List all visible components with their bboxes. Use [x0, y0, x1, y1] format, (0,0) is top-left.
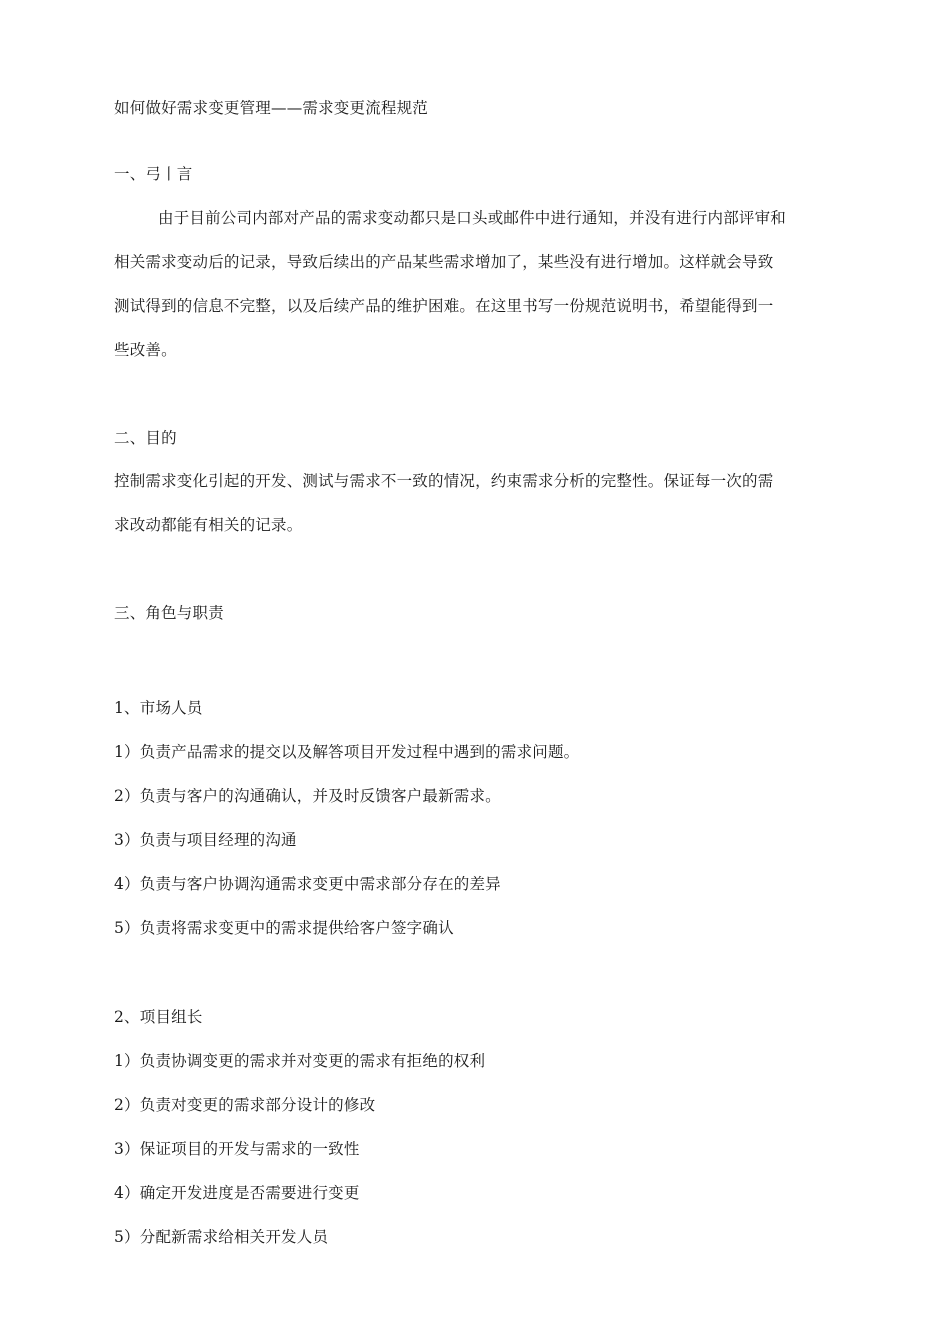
role-duty-item: 4）负责与客户协调沟通需求变更中需求部分存在的差异: [114, 875, 501, 893]
section-1-paragraph-line: 相关需求变动后的记录，导致后续出的产品某些需求增加了，某些没有进行增加。这样就会导致: [114, 253, 774, 271]
section-3-heading: 三、角色与职责: [114, 604, 224, 622]
role-duty-item: 1）负责产品需求的提交以及解答项目开发过程中遇到的需求问题。: [114, 743, 580, 761]
section-1-heading: 一、弓丨言: [114, 165, 193, 183]
role-title-market: 1、市场人员: [114, 699, 203, 717]
role-duty-item: 2）负责对变更的需求部分设计的修改: [114, 1096, 376, 1114]
section-1-paragraph-line: 些改善。: [114, 341, 177, 359]
section-2-heading: 二、目的: [114, 429, 177, 447]
role-title-project-lead: 2、项目组长: [114, 1008, 203, 1026]
document-title: 如何做好需求变更管理——需求变更流程规范: [114, 99, 429, 117]
role-duty-item: 3）保证项目的开发与需求的一致性: [114, 1140, 360, 1158]
section-1-paragraph-line: 由于目前公司内部对产品的需求变动都只是口头或邮件中进行通知，并没有进行内部评审和: [158, 209, 787, 227]
role-duty-item: 3）负责与项目经理的沟通: [114, 831, 297, 849]
role-duty-item: 1）负责协调变更的需求并对变更的需求有拒绝的权利: [114, 1052, 486, 1070]
section-1-paragraph-line: 测试得到的信息不完整，以及后续产品的维护困难。在这里书写一份规范说明书，希望能得到一: [114, 297, 774, 315]
role-duty-item: 5）分配新需求给相关开发人员: [114, 1228, 329, 1246]
role-duty-item: 4）确定开发进度是否需要进行变更: [114, 1184, 360, 1202]
section-2-paragraph-line: 控制需求变化引起的开发、测试与需求不一致的情况，约束需求分析的完整性。保证每一次的需: [114, 472, 774, 490]
role-duty-item: 2）负责与客户的沟通确认，并及时反馈客户最新需求。: [114, 787, 501, 805]
role-duty-item: 5）负责将需求变更中的需求提供给客户签字确认: [114, 919, 454, 937]
section-2-paragraph-line: 求改动都能有相关的记录。: [114, 516, 303, 534]
